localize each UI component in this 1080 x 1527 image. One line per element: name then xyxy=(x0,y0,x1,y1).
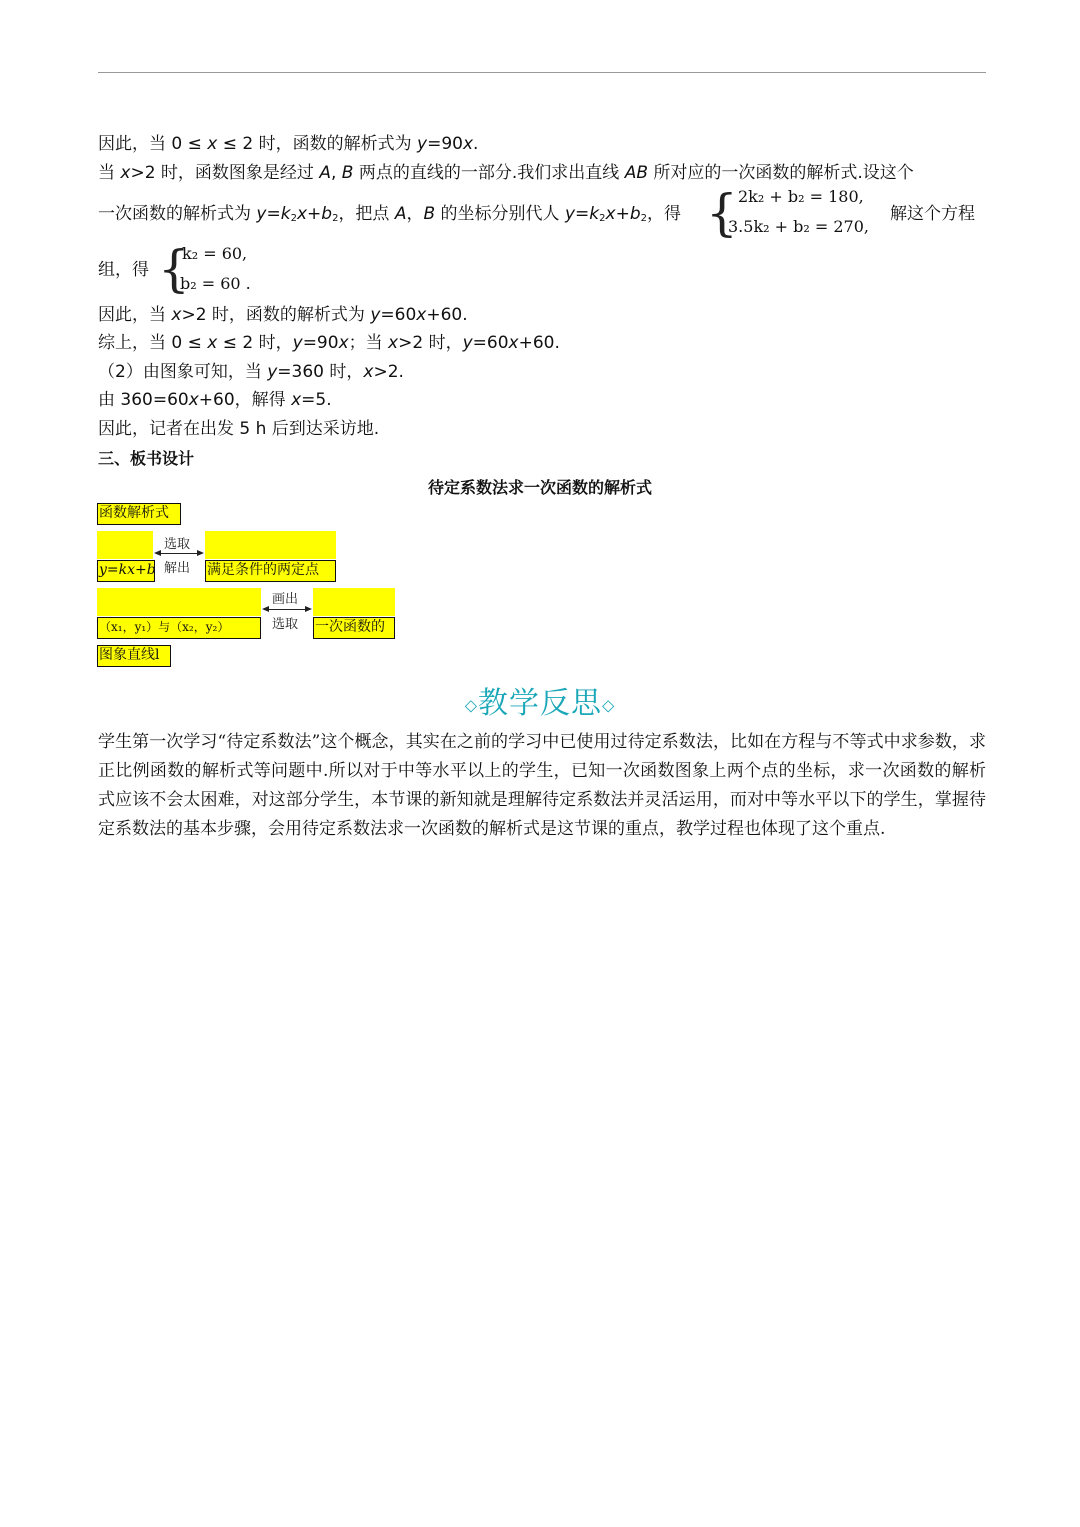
text: >2 时，函数图象是经过 xyxy=(130,163,320,183)
reflection-title-text: 教学反思 xyxy=(478,686,602,721)
var: x xyxy=(462,134,474,154)
var: x xyxy=(508,333,519,353)
text: + xyxy=(615,204,630,224)
var: x xyxy=(338,333,349,353)
label-ykxb: y=kx+b xyxy=(97,560,155,582)
var: y xyxy=(267,362,278,382)
var: x xyxy=(605,204,616,224)
var: x xyxy=(171,305,182,325)
solution-line-2 xyxy=(98,161,914,185)
arrow2-bottom-label: 选取 xyxy=(272,617,299,632)
reflection-title xyxy=(0,678,1080,722)
var: x xyxy=(291,390,302,410)
subscript: 2 xyxy=(599,213,606,224)
text: =60 xyxy=(472,333,509,353)
text: 的坐标分别代人 xyxy=(435,204,565,224)
text: ，得 xyxy=(647,204,681,224)
solution-line-5 xyxy=(98,303,468,327)
text: + xyxy=(307,204,322,224)
text: . xyxy=(473,134,479,154)
text: 综上，当 0 ≤ xyxy=(98,333,208,353)
text: +60. xyxy=(426,305,468,325)
var: x xyxy=(363,362,374,382)
text: = xyxy=(575,204,590,224)
text: +60. xyxy=(518,333,560,353)
var: B xyxy=(341,163,354,183)
var: A xyxy=(394,204,407,224)
subscript: 2 xyxy=(640,213,647,224)
label-linear-function: 一次函数的 xyxy=(313,617,395,639)
text: >2. xyxy=(373,362,404,382)
var: x xyxy=(188,390,199,410)
arrow2-top-label: 画出 xyxy=(272,592,299,607)
highlight-block xyxy=(313,588,395,616)
var: y xyxy=(462,333,473,353)
board-title: 待定系数法求一次函数的解析式 xyxy=(427,478,652,497)
text: 因此，当 xyxy=(98,305,172,325)
solution-line-1 xyxy=(98,132,478,156)
var: x xyxy=(416,305,427,325)
highlight-block xyxy=(97,588,261,616)
highlight-block xyxy=(205,531,336,559)
text: 一次函数的解析式为 xyxy=(98,204,257,224)
diamond-icon: ◇ xyxy=(464,695,478,715)
arrow2-line xyxy=(264,609,310,610)
subscript: 2 xyxy=(332,213,339,224)
var: x xyxy=(296,204,308,224)
arrow1-line xyxy=(156,553,202,554)
text: >2 时，函数的解析式为 xyxy=(181,305,371,325)
solution-line-4: 组，得 xyxy=(98,260,149,280)
label-two-points: 满足条件的两定点 xyxy=(205,560,336,582)
var: x xyxy=(120,163,131,183)
solve-text: 解这个方程 xyxy=(890,204,975,224)
text: ≤ 2 时， xyxy=(217,333,293,353)
text: 所对应的一次函数的解析式.设这个 xyxy=(647,163,914,183)
diamond-icon: ◇ xyxy=(602,695,616,715)
var: y xyxy=(417,134,428,154)
subscript: 2 xyxy=(290,213,297,224)
solution-line-7 xyxy=(98,360,404,384)
label-function-expression: 函数解析式 xyxy=(97,503,181,525)
text: =90 xyxy=(427,134,463,154)
left-brace-icon: { xyxy=(158,240,190,298)
left-brace-icon: { xyxy=(706,184,738,242)
var: B xyxy=(423,204,436,224)
text: 由 360=60 xyxy=(98,390,189,410)
solution-line-9: 因此，记者在出发 5 h 后到达采访地. xyxy=(98,419,380,439)
label-graph-line: 图象直线l xyxy=(97,645,171,667)
text: 因此，当 0 ≤ xyxy=(98,134,208,154)
arrow1-bottom-label: 解出 xyxy=(164,561,191,576)
system1-eq1: 2k₂ + b₂ = 180, xyxy=(738,187,864,206)
text: ；当 xyxy=(348,333,389,353)
text: = xyxy=(266,204,281,224)
var: y xyxy=(292,333,303,353)
text: +60，解得 xyxy=(198,390,292,410)
reflection-paragraph: 学生第一次学习“待定系数法”这个概念，其实在之前的学习中已使用过待定系数法，比如在方程与不等式中求参数，求正比例函数的解析式等问题中.所以对于中等水平以上的学生，已知一次函数图象上两个点的坐标，求一次函数的解析式应该不会太困难，对这部分学生，本节课的新知就是理解待定系数法并灵活运用，而对中等水平以下的学生，掌握待定系数法的基本步骤，会用待定系数法求一次函数的解析式是这节课的重点，教学过程也体现了这个重点. xyxy=(98,732,986,839)
text: =90 xyxy=(302,333,339,353)
var: y xyxy=(256,204,267,224)
text: ，把点 xyxy=(338,204,395,224)
section-heading: 三、板书设计 xyxy=(98,449,195,468)
system2-eq2: b₂ = 60 . xyxy=(180,274,251,293)
text: , xyxy=(330,163,342,183)
var: x xyxy=(207,333,218,353)
text: =60 xyxy=(380,305,417,325)
text: ≤ 2 时，函数的解析式为 xyxy=(217,134,418,154)
text: （2）由图象可知，当 xyxy=(98,362,268,382)
var: A xyxy=(319,163,331,183)
solution-line-3 xyxy=(98,202,681,231)
header-rule xyxy=(98,72,986,73)
system1-eq2: 3.5k₂ + b₂ = 270, xyxy=(728,217,869,236)
text: =360 时， xyxy=(277,362,364,382)
arrow1-top-label: 选取 xyxy=(164,537,191,552)
text: ， xyxy=(406,204,424,224)
text: =5. xyxy=(301,390,332,410)
var: y xyxy=(564,204,576,224)
text: 两点的直线的一部分.我们求出直线 xyxy=(353,163,625,183)
highlight-block xyxy=(97,531,153,559)
arrow-left-icon xyxy=(154,550,161,556)
arrow-left-icon xyxy=(262,606,269,612)
label-coordinates: （x₁，y₁）与（x₂，y₂） xyxy=(97,617,261,639)
solution-line-8 xyxy=(98,388,332,412)
text: >2 时， xyxy=(398,333,463,353)
var: y xyxy=(370,305,381,325)
var: AB xyxy=(624,163,648,183)
text: 当 xyxy=(98,163,121,183)
system2-eq1: k₂ = 60, xyxy=(182,244,248,263)
var: k xyxy=(589,204,600,224)
var: k xyxy=(280,204,291,224)
var: b xyxy=(629,204,641,224)
var: x xyxy=(207,134,218,154)
var: b xyxy=(321,204,333,224)
arrow-right-icon xyxy=(197,550,204,556)
arrow-right-icon xyxy=(305,606,312,612)
var: x xyxy=(388,333,399,353)
solution-line-6 xyxy=(98,331,560,355)
